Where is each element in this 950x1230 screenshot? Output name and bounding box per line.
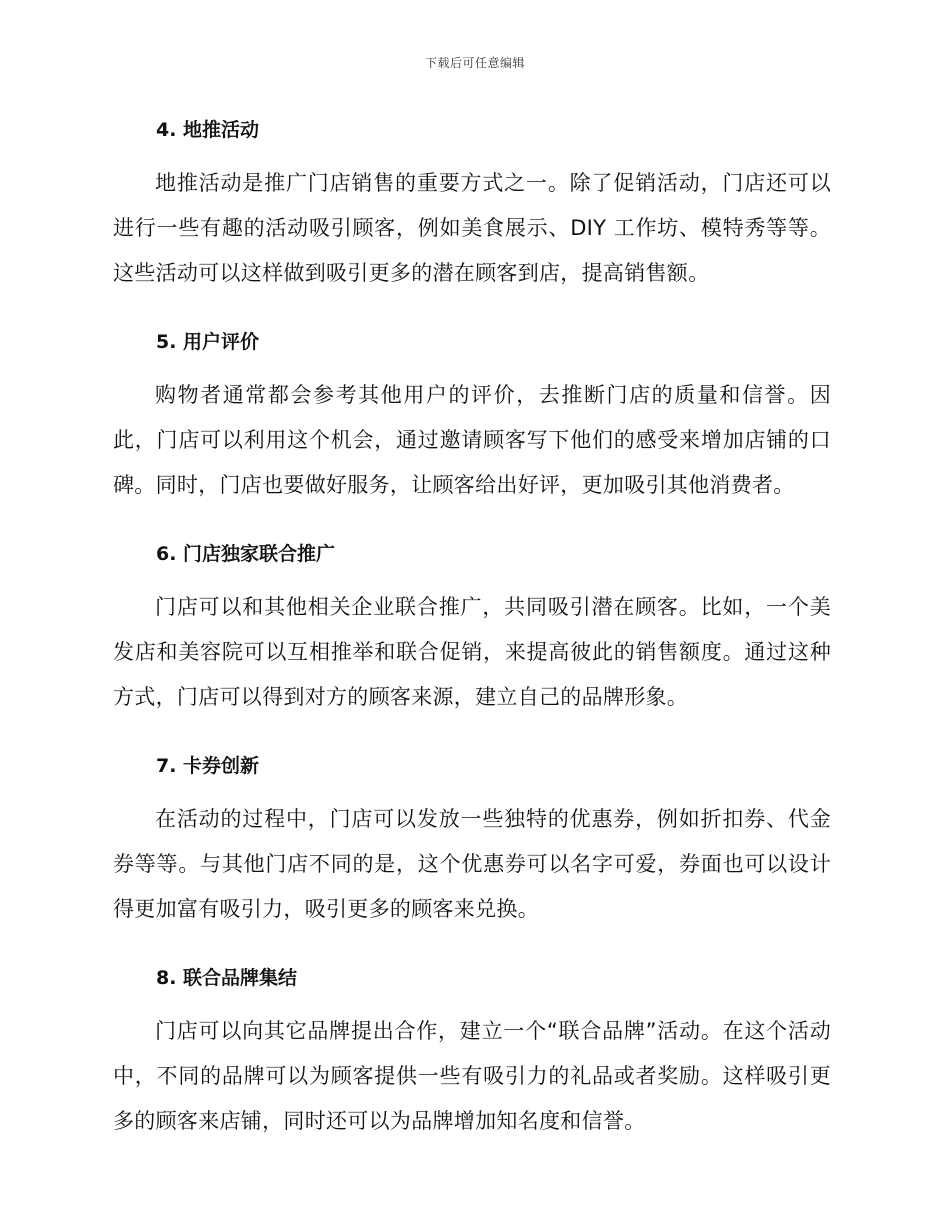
section-title: 7. 卡券创新 <box>156 755 260 777</box>
section-body: 购物者通常都会参考其他用户的评价，去推断门店的质量和信誉。因此，门店可以利用这个机会，通过邀请顾客写下他们的感受来增加店铺的口碑。同时，门店也要做好服务，让顾客给出好评，更加吸引其他消费者。 <box>113 383 831 497</box>
section-body: 门店可以和其他相关企业联合推广，共同吸引潜在顾客。比如，一个美发店和美容院可以互相推举和联合促销，来提高彼此的销售额度。通过这种方式，门店可以得到对方的顾客来源，建立自己的品牌形象。 <box>113 595 831 709</box>
section-title: 8. 联合品牌集结 <box>156 967 298 989</box>
section-body: 地推活动是推广门店销售的重要方式之一。除了促销活动，门店还可以进行一些有趣的活动吸引顾客，例如美食展示、DIY 工作坊、模特秀等等。这些活动可以这样做到吸引更多的潜在顾客到店，提高销售额。 <box>113 171 831 285</box>
section-title: 4. 地推活动 <box>156 119 260 141</box>
section-title: 6. 门店独家联合推广 <box>156 543 336 565</box>
section-title: 5. 用户评价 <box>156 331 260 353</box>
document-content <box>113 112 831 1172</box>
section-coupon-innovation <box>113 748 831 932</box>
section-user-reviews <box>113 324 831 508</box>
section-body: 门店可以向其它品牌提出合作，建立一个“联合品牌”活动。在这个活动中，不同的品牌可以为顾客提供一些有吸引力的礼品或者奖励。这样吸引更多的顾客来店铺，同时还可以为品牌增加知名度和信誉。 <box>113 1019 831 1133</box>
header-note: 下载后可任意编辑 <box>424 56 525 70</box>
section-body: 在活动的过程中，门店可以发放一些独特的优惠券，例如折扣券、代金券等等。与其他门店不同的是，这个优惠券可以名字可爱，券面也可以设计得更加富有吸引力，吸引更多的顾客来兑换。 <box>113 807 831 921</box>
section-brand-alliance <box>113 960 831 1144</box>
section-ground-promotion <box>113 112 831 296</box>
section-joint-promotion <box>113 536 831 720</box>
